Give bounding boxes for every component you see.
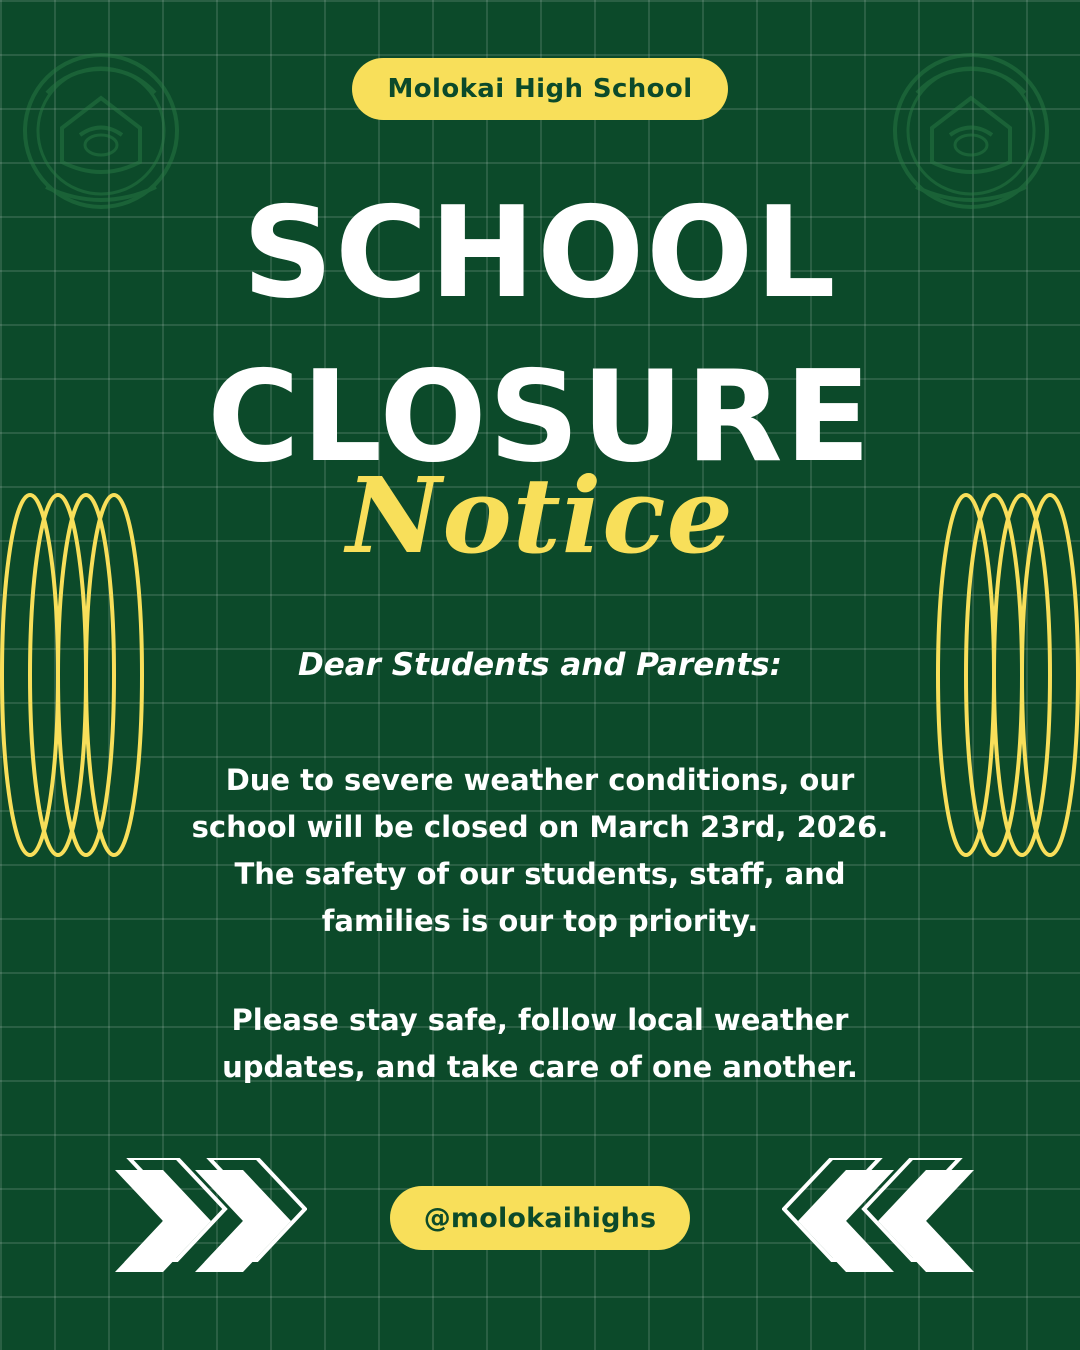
message-greeting: Dear Students and Parents:	[298, 647, 782, 683]
headline-closure: CLOSURE	[207, 343, 873, 490]
message-line: Due to severe weather conditions, our	[225, 763, 855, 797]
message-paragraph-2	[0, 997, 1080, 1091]
message-line: school will be closed on March 23rd, 2026.	[191, 810, 889, 844]
social-handle-badge	[390, 1186, 690, 1250]
headline-school: SCHOOL	[242, 179, 838, 326]
message-paragraph-1	[0, 757, 1080, 945]
message-line: Please stay safe, follow local weather	[231, 1003, 849, 1037]
social-handle: @molokaihighs	[423, 1202, 657, 1234]
headline-notice: Notice	[346, 454, 734, 577]
message-line: updates, and take care of one another.	[222, 1050, 858, 1084]
school-name: Molokai High School	[387, 74, 693, 104]
message-line: families is our top priority.	[321, 904, 759, 938]
double-chevron-left-icon	[782, 1158, 982, 1284]
school-name-badge	[352, 58, 728, 120]
double-chevron-right-icon	[107, 1158, 307, 1284]
message-line: The safety of our students, staff, and	[234, 857, 846, 891]
